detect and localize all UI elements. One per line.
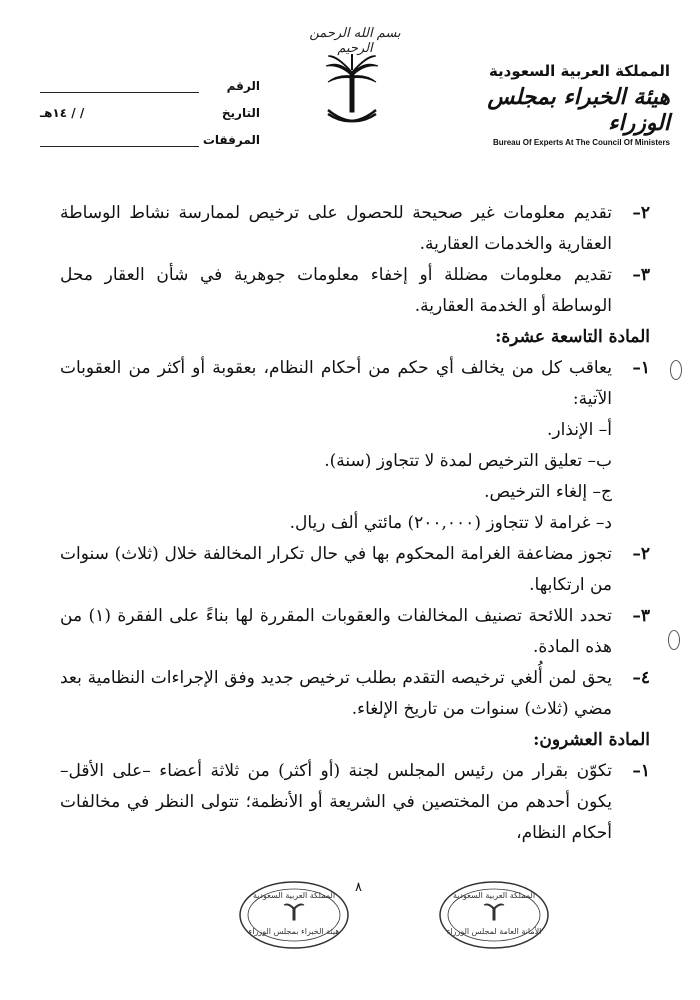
ref-label: الرقم	[226, 79, 260, 93]
item-number: ١–	[632, 358, 650, 378]
org-name-en: Bureau Of Experts At The Council Of Ministers	[492, 138, 670, 147]
date-row	[40, 93, 260, 120]
list-item	[60, 663, 650, 725]
item-text: تقديم معلومات غير صحيحة للحصول على ترخيص لممارسة نشاط الوساطة العقارية والخدمات العقارية.	[60, 203, 612, 254]
item-text: تكوّن بقرار من رئيس المجلس لجنة (أو أكثر) من ثلاثة أعضاء –على الأقل– يكون أحدهم من المختصين في الشريعة أو الأنظمة؛ تتولى النظر في مخالفات أحكام النظام،	[60, 761, 612, 843]
stamp-left-text: المملكة العربية السعودية	[252, 891, 336, 900]
official-stamp-right	[438, 880, 550, 950]
stamp-right-text: المملكة العربية السعودية	[452, 891, 536, 900]
margin-hole-mark	[670, 360, 682, 380]
sub-item: ج– إلغاء الترخيص.	[484, 482, 612, 502]
stamp-left-sub: هيئة الخبراء بمجلس الوزراء	[248, 927, 340, 936]
stamp-right-sub: الأمانة العامة لمجلس الوزراء	[446, 927, 542, 936]
ref-line	[40, 82, 199, 93]
article-19-heading: المادة التاسعة عشرة:	[495, 327, 650, 347]
official-stamp-left	[238, 880, 350, 950]
attachments-line	[40, 136, 199, 147]
list-item	[60, 539, 650, 601]
item-text: تحدد اللائحة تصنيف المخالفات والعقوبات المقررة لها بناءً على الفقرة (١) من هذه المادة.	[60, 606, 612, 657]
basmala: بسم الله الرحمن الرحيم	[309, 26, 401, 56]
margin-hole-mark	[668, 630, 680, 650]
item-number: ٤–	[632, 668, 650, 688]
item-number: ٣–	[632, 606, 650, 626]
ref-row	[40, 66, 260, 93]
item-text: يحق لمن أُلغي ترخيصه التقدم بطلب ترخيص جديد وفق الإجراءات النظامية بعد مضي (ثلاث) سنوات من تاريخ الإلغاء.	[60, 668, 612, 719]
list-item	[60, 353, 650, 415]
item-number: ٣–	[632, 265, 650, 285]
palm-swords-emblem-icon	[322, 52, 382, 132]
article-20-heading: المادة العشرون:	[533, 730, 650, 750]
org-kingdom: المملكة العربية السعودية	[488, 62, 670, 80]
list-item	[60, 756, 650, 849]
list-item	[60, 198, 650, 260]
item-number: ٢–	[632, 203, 650, 223]
date-label: التاريخ	[221, 106, 260, 120]
document-body	[60, 198, 650, 849]
org-letterhead	[470, 62, 670, 147]
sub-item: د– غرامة لا تتجاوز (٢٠٠,٠٠٠) مائتي ألف ريال.	[289, 513, 612, 533]
list-item	[60, 601, 650, 663]
page-number: ٨	[355, 880, 362, 895]
document-meta	[40, 66, 260, 147]
item-text: تقديم معلومات مضللة أو إخفاء معلومات جوهرية في شأن العقار محل الوساطة أو الخدمة العقارية.	[60, 265, 612, 316]
list-item	[60, 260, 650, 322]
item-text: يعاقب كل من يخالف أي حكم من أحكام النظام، بعقوبة أو أكثر من العقوبات الآتية:	[60, 358, 612, 409]
item-number: ١–	[632, 761, 650, 781]
attachments-label: المرفقات	[202, 133, 260, 147]
org-name: هيئة الخبراء بمجلس الوزراء	[487, 84, 670, 136]
date-value: / / ١٤هـ	[40, 106, 85, 120]
attachments-row	[40, 120, 260, 147]
sub-item: أ– الإنذار.	[546, 420, 612, 440]
stamp-palm-icon	[484, 904, 504, 920]
item-number: ٢–	[632, 544, 650, 564]
item-text: تجوز مضاعفة الغرامة المحكوم بها في حال تكرار المخالفة خلال (ثلاث) سنوات من ارتكابها.	[60, 544, 612, 595]
stamp-palm-icon	[284, 904, 304, 920]
sub-item: ب– تعليق الترخيص لمدة لا تتجاوز (سنة).	[324, 451, 612, 471]
